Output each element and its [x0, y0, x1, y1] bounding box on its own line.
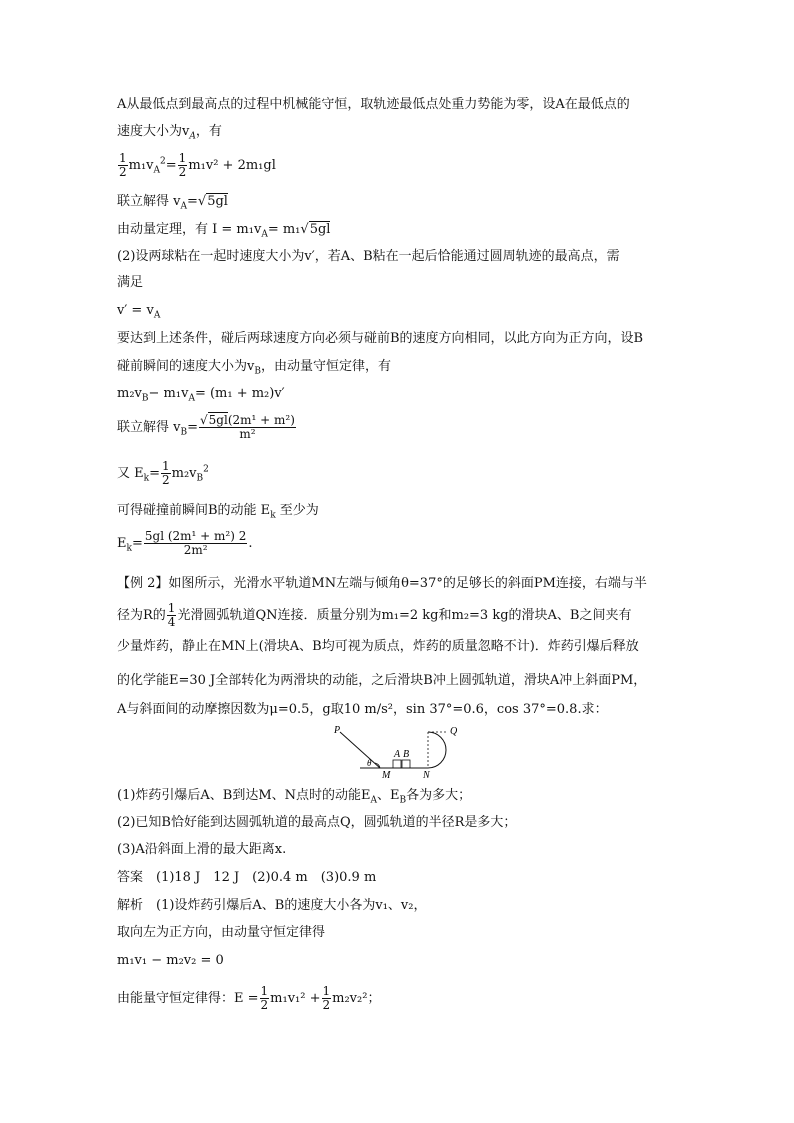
text-line-2: 速度大小为$v_A$，有 [117, 124, 222, 142]
question-2: (2)已知B恰好能到达圆弧轨道的最高点Q，圆弧轨道的半径R是多大； [117, 815, 517, 830]
question-1: (1)炸药引爆后A、B到达M、N点时的动能$E_A$、$E_B$各为多大； [117, 788, 472, 806]
equation-momentum: $m_2v_B- m_1v_A= (m_1 + m_2)v'$ [117, 386, 285, 404]
label-theta: θ [367, 758, 372, 768]
text-line-vprime: $v' = v_A$ [117, 303, 161, 321]
equation-energy: $\frac{1}{2}$ $m_1v_A^2=$ $\frac{1}{2}$ m₁v² + 2m₁gl [119, 151, 276, 179]
example-line-4: 的化学能E=30 J全部转化为两滑块的动能，之后滑块B冲上圆弧轨道，滑块A冲上斜面PM， [117, 673, 647, 688]
label-A: A [394, 749, 401, 760]
example-line-3: 少量炸药，静止在MN上(滑块A、B均可视为质点，炸药的质量忽略不计)．炸药引爆后释放 [117, 639, 639, 654]
equation-Ek: 又 $E_k=$ $\frac{1}{2}$ $m_2v_B^2$ [117, 459, 209, 487]
text-line-direction-2: 碰前瞬间的速度大小为$v_B$，由动量守恒定律，有 [117, 359, 391, 377]
example-line-2: 径为R的 $\frac{1}{4}$ 光滑圆弧轨道QN连接．质量分别为m₁=2 kg和m₂=3 kg的滑块A、B之间夹有 [117, 601, 632, 629]
analysis-line-2: 取向左为正方向，由动量守恒定律得 [117, 925, 326, 940]
text-line-solve-vA: 联立解得 $v_A=√5gl$ [117, 194, 228, 212]
analysis-line-1: 解析 (1)设炸药引爆后A、B的速度大小各为v₁、v₂， [117, 898, 427, 913]
text-line-1: A从最低点到最高点的过程中机械能守恒，取轨迹最低点处重力势能为零，设A在最低点的 [117, 97, 630, 112]
label-B: B [403, 749, 410, 760]
label-M: M [382, 770, 391, 780]
equation-vB: 联立解得 $v_B=$ $\frac{\text{√5gl(2m¹ + m²)}}{\text{m²}}$ [117, 413, 295, 441]
analysis-equation-momentum: m₁v₁ − m₂v₂ = 0 [117, 953, 224, 968]
analysis-equation-energy: 由能量守恒定律得：E = $\frac{1}{2}$ m₁v₁² + $\frac{1}{2}$ m₂v₂²； [117, 984, 381, 1012]
question-3: (3)A沿斜面上滑的最大距离x. [117, 842, 287, 857]
example-line-5: A与斜面间的动摩擦因数为μ=0.5，g取10 m/s²，sin 37°=0.6，cos 37°=0.8.求： [117, 702, 608, 717]
label-P: P [334, 725, 341, 736]
figure-track-diagram [320, 722, 470, 780]
example-tag: 【例 2】 [117, 576, 169, 591]
text-line-impulse: 由动量定理，有 $I = m_1v_A= m_1√5gl$ [117, 222, 331, 240]
text-line-part2-2: 满足 [117, 275, 144, 290]
answer-line: 答案 (1)18 J 12 J (2)0.4 m (3)0.9 m [117, 870, 377, 885]
label-Q: Q [450, 726, 458, 737]
text-line-part2-1: (2)设两球粘在一起时速度大小为v′，若A、B粘在一起后恰能通过圆周轨迹的最高点，需 [117, 249, 620, 264]
text-line-Ek-min: 可得碰撞前瞬间B的动能 $E_k$ 至少为 [117, 503, 319, 521]
equation-Ek-result: $E_k=$ $\frac{\text{5gl (2m¹ + m²) 2}}{\text{2m²}}$ . [117, 529, 253, 557]
text-line-direction-1: 要达到上述条件，碰后两球速度方向必须与碰前B的速度方向相同，以此方向为正方向，设B [117, 331, 644, 346]
example-line-1: 【例 2】如图所示，光滑水平轨道MN左端与倾角θ=37°的足够长的斜面PM连接，右端与半 [117, 576, 647, 591]
label-N: N [423, 770, 430, 780]
